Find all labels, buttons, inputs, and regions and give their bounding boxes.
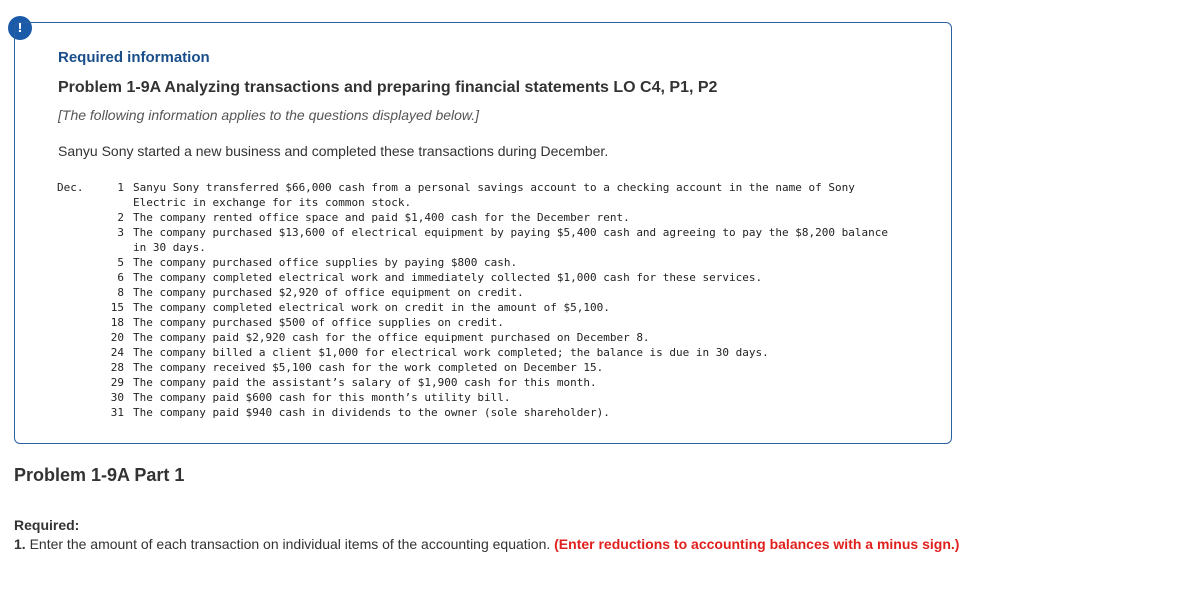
transaction-text: The company completed electrical work and immediately collected $1,000 cash for these services.	[133, 271, 763, 284]
transaction-row	[57, 360, 903, 375]
instruction	[14, 536, 964, 553]
transaction-day: 2	[117, 211, 124, 224]
transaction-row	[57, 285, 903, 300]
transaction-day: 1	[117, 181, 124, 194]
transaction-month	[57, 330, 99, 345]
transaction-month	[57, 270, 99, 285]
transaction-text: The company paid $2,920 cash for the office equipment purchased on December 8.	[133, 331, 650, 344]
transaction-text: Sanyu Sony transferred $66,000 cash from a personal savings account to a checking account in the name of Sony Electric in exchange for its common stock.	[133, 181, 855, 209]
required-info-heading: Required information	[58, 49, 210, 66]
transaction-row	[57, 345, 903, 360]
transaction-day: 18	[110, 316, 124, 329]
transaction-month	[57, 285, 99, 300]
transaction-row	[57, 375, 903, 390]
transaction-day: 8	[117, 286, 124, 299]
transaction-day: 15	[110, 301, 124, 314]
transaction-day: 31	[110, 406, 124, 419]
transaction-text: The company paid $600 cash for this month’s utility bill.	[133, 391, 511, 404]
applies-note: [The following information applies to the questions displayed below.]	[58, 107, 480, 123]
transaction-row	[57, 315, 903, 330]
transaction-row	[57, 390, 903, 405]
transaction-month	[57, 390, 99, 405]
transaction-text: The company completed electrical work on credit in the amount of $5,100.	[133, 301, 610, 314]
transaction-text: The company rented office space and paid $1,400 cash for the December rent.	[133, 211, 630, 224]
alert-icon: !	[8, 16, 32, 40]
intro-text: Sanyu Sony started a new business and completed these transactions during December.	[58, 143, 609, 159]
required-label: Required:	[14, 517, 80, 533]
transactions-list	[57, 180, 903, 420]
transaction-text: The company billed a client $1,000 for electrical work completed; the balance is due in 30 days.	[133, 346, 769, 359]
required-information-panel	[14, 22, 952, 444]
transaction-row	[57, 405, 903, 420]
transaction-month: Dec.	[57, 181, 84, 194]
transaction-text: The company purchased office supplies by paying $800 cash.	[133, 256, 518, 269]
transaction-row	[57, 270, 903, 285]
part-title: Problem 1-9A Part 1	[14, 465, 185, 485]
transaction-day: 5	[117, 256, 124, 269]
transaction-day: 24	[110, 346, 124, 359]
transaction-month	[57, 300, 99, 315]
transaction-month	[57, 225, 99, 255]
transaction-text: The company paid $940 cash in dividends to the owner (sole shareholder).	[133, 406, 610, 419]
transaction-text: The company received $5,100 cash for the work completed on December 15.	[133, 361, 604, 374]
transaction-month	[57, 405, 99, 420]
transaction-text: The company paid the assistant’s salary of $1,900 cash for this month.	[133, 376, 597, 389]
problem-title: Problem 1-9A Analyzing transactions and preparing financial statements LO C4, P1, P2	[58, 79, 718, 96]
instruction-number: 1.	[14, 536, 26, 552]
transaction-row	[57, 330, 903, 345]
transaction-day: 29	[110, 376, 124, 389]
transaction-month	[57, 255, 99, 270]
transaction-month	[57, 360, 99, 375]
transaction-day: 6	[117, 271, 124, 284]
instruction-note: (Enter reductions to accounting balances with a minus sign.)	[554, 536, 960, 552]
transaction-day: 28	[110, 361, 124, 374]
transaction-row	[57, 210, 903, 225]
transaction-text: The company purchased $13,600 of electrical equipment by paying $5,400 cash and agreeing to pay the $8,200 balance in 30 days.	[133, 226, 888, 254]
transaction-row	[57, 300, 903, 315]
transaction-text: The company purchased $2,920 of office equipment on credit.	[133, 286, 524, 299]
transaction-row	[57, 225, 903, 255]
transaction-day: 30	[110, 391, 124, 404]
transaction-month	[57, 210, 99, 225]
transaction-text: The company purchased $500 of office supplies on credit.	[133, 316, 504, 329]
transaction-month	[57, 315, 99, 330]
transaction-month	[57, 345, 99, 360]
instruction-text: Enter the amount of each transaction on individual items of the accounting equation.	[29, 536, 551, 552]
transaction-day: 3	[117, 226, 124, 239]
transaction-row	[57, 180, 903, 210]
transaction-month	[57, 375, 99, 390]
transaction-day: 20	[110, 331, 124, 344]
transaction-row	[57, 255, 903, 270]
